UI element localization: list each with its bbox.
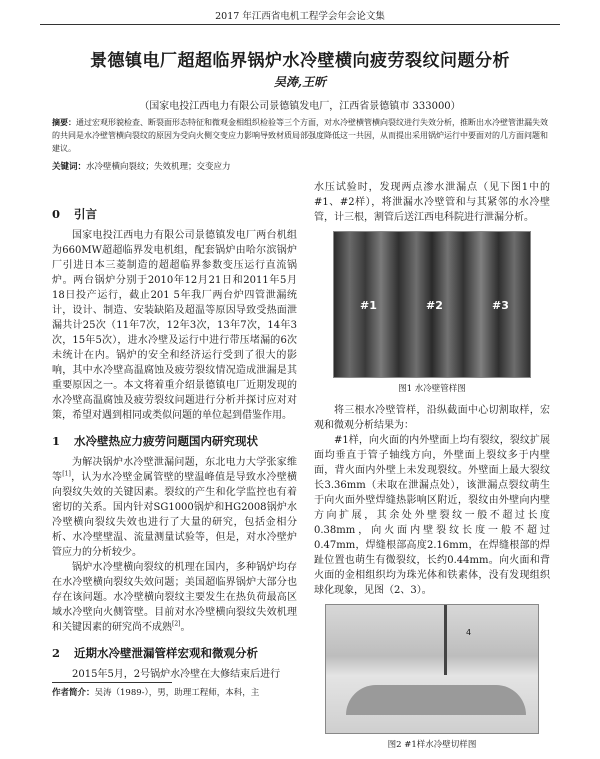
right-column (314, 180, 550, 759)
footnote-label: 作者简介： (52, 688, 95, 698)
section-2-heading (52, 645, 297, 661)
keywords-text: 水冷壁横向裂纹；失效机理；交变应力 (86, 162, 231, 172)
section-0-title: 引言 (74, 207, 97, 221)
section-2-number: 2 (52, 646, 61, 660)
citation-2: [2] (172, 620, 181, 628)
section-0-paragraph: 国家电投江西电力有限公司景德镇发电厂两台机组为660MW超超临界发电机组，配套锅炉由哈尔滨锅炉厂引进日本三菱制造的超超临界参数变压运行直流锅炉。两台锅炉分别于2010年12月21日和2011年5月18日投产运行，截止201 5年我厂两台炉四管泄漏统计，设计、制造、安装缺陷及超温等原因导致受热面泄漏共计25次（11年7次，12年3次，13年7次，14年3次，15年5次），进水冷壁及运行中进行带压堵漏的6次未统计在内。锅炉的安全和经济运行受到了很大的影响，其中水冷壁高温腐蚀及疲劳裂纹情况造成泄漏是其重要原因之一。本文将着重介绍景德镇电厂近期发现的水冷壁高温腐蚀及疲劳裂纹问题进行分析并探讨应对对策，希望对遇到相同或类似问题的单位起到借鉴作用。 (52, 230, 297, 421)
section-2-title: 近期水冷壁泄漏管样宏观和微观分析 (74, 646, 258, 660)
figure-1-image (333, 231, 531, 378)
section-1-heading (52, 433, 297, 449)
figure-1-tag-2: #2 (426, 299, 443, 312)
section-0-heading (52, 206, 297, 222)
author-footnote (52, 686, 297, 698)
figure-2-image (325, 604, 539, 734)
section-2-paragraph-2: 将三根水冷壁管样，沿纵截面中心切割取样，宏观和微观分析结果为： (314, 405, 550, 431)
footnote-text: 吴涛（1989-），男，助理工程师，本科，主 (94, 688, 260, 698)
abstract-label: 摘要： (52, 117, 76, 127)
keywords-label: 关键词： (52, 162, 87, 172)
citation-1: [1] (62, 470, 71, 478)
figure-1-caption: 图1 水冷壁管样图 (398, 384, 466, 394)
section-2-paragraph-1: 2015年5月，2号锅炉水冷壁在大修结束后进行 (72, 669, 281, 680)
section-2-paragraph-3: #1样，向火面的内外壁面上均有裂纹，裂纹扩展面均垂直于管子轴线方向，外壁面上裂纹多于内壁面，背火面内外壁上未发现裂纹。外壁面上最大裂纹长3.36mm（未取在泄漏点处），该泄漏点裂纹萌生于向火面外壁焊缝热影响区附近，裂纹由外壁向内壁方向扩展，其余处外壁裂纹一般不超过长度0.38mm，向火面内壁裂纹长度一般不超过0.47mm，焊缝根部高度2.16mm，在焊缝根部的焊趾位置也萌生有微裂纹，长约0.44mm。向火面和背火面的金相组织均为珠光体和铁素体，没有发现组织球化现象，见图（2、3）。 (314, 435, 550, 596)
paper-title: 景德镇电厂超超临界锅炉水冷壁横向疲劳裂纹问题分析 (90, 51, 510, 71)
section-1-title: 水冷壁热应力疲劳问题国内研究现状 (74, 434, 258, 448)
running-header: 2017 年江西省电机工程学会年会论文集 (215, 11, 385, 22)
left-column (52, 196, 297, 682)
figure-2-caption: 图2 #1样水冷壁切样图 (387, 740, 477, 750)
header-rule (40, 24, 560, 25)
abstract-text: 通过宏观形貌检查、断裂面形态特征和微观金相组织检验等三个方面，对水冷壁横管横向裂纹进行失效分析，推断出水冷壁管泄漏失效的共同是水冷壁管横向裂纹的原因为受向火侧交变应力影响导致材质局部强度降低这一共因，从而提出采用锅炉运行中要面对的几方面问题和建议。 (52, 118, 548, 153)
keywords (52, 160, 548, 172)
section-1-p1-text: 为解决锅炉水冷壁泄漏问题，东北电力大学张家维等 (52, 457, 297, 483)
figure-2-weld (346, 685, 526, 715)
section-1-p2-text: 锅炉水冷壁横向裂纹的机理在国内，多种锅炉均存在水冷壁横向裂纹失效问题；美国超临界锅炉大部分也存在该问题。水冷壁横向裂纹主要发生在热负荷最高区域水冷壁向火侧管壁。目前对水冷壁横向裂纹失效机理和关键因素的研究尚不成熟 (52, 562, 297, 633)
abstract (52, 116, 548, 155)
figure-2-label: 4 (466, 628, 472, 637)
section-1-p1-text-b: ，认为水冷壁金属管壁的壁温峰值是导致水冷壁横向裂纹失效的关键因素。裂纹的产生和化学监控也有着密切的关系。国内针对SG1000锅炉和HG2008锅炉水冷壁横向裂纹失效也进行了大量的研究，包括金相分析、水冷壁壁温、流量测量试验等，但是，对水冷壁炉管应力的分析较少。 (52, 472, 298, 558)
section-0-number: 0 (52, 207, 61, 221)
paper-authors: 吴涛,王昕 (273, 75, 327, 89)
section-2-continued: 水压试验时，发现两点渗水泄漏点（见下图1中的#1、#2样），将泄漏水冷壁管和与其紧邻的水冷壁管，计三根，割管后送江西电科院进行泄漏分析。 (314, 182, 550, 223)
paper-affiliation: （国家电投江西电力有限公司景德镇发电厂，江西省景德镇市 333000） (139, 101, 461, 112)
section-1-paragraph-1 (52, 455, 297, 560)
section-1-paragraph-2 (52, 560, 297, 635)
figure-1-tag-1: #1 (360, 299, 377, 312)
figure-1-tag-3: #3 (492, 299, 509, 312)
section-1-number: 1 (52, 434, 61, 448)
footnote-rule (52, 682, 172, 683)
figure-2-crack (444, 605, 447, 675)
section-1-p2-text-b: 。 (180, 622, 191, 633)
